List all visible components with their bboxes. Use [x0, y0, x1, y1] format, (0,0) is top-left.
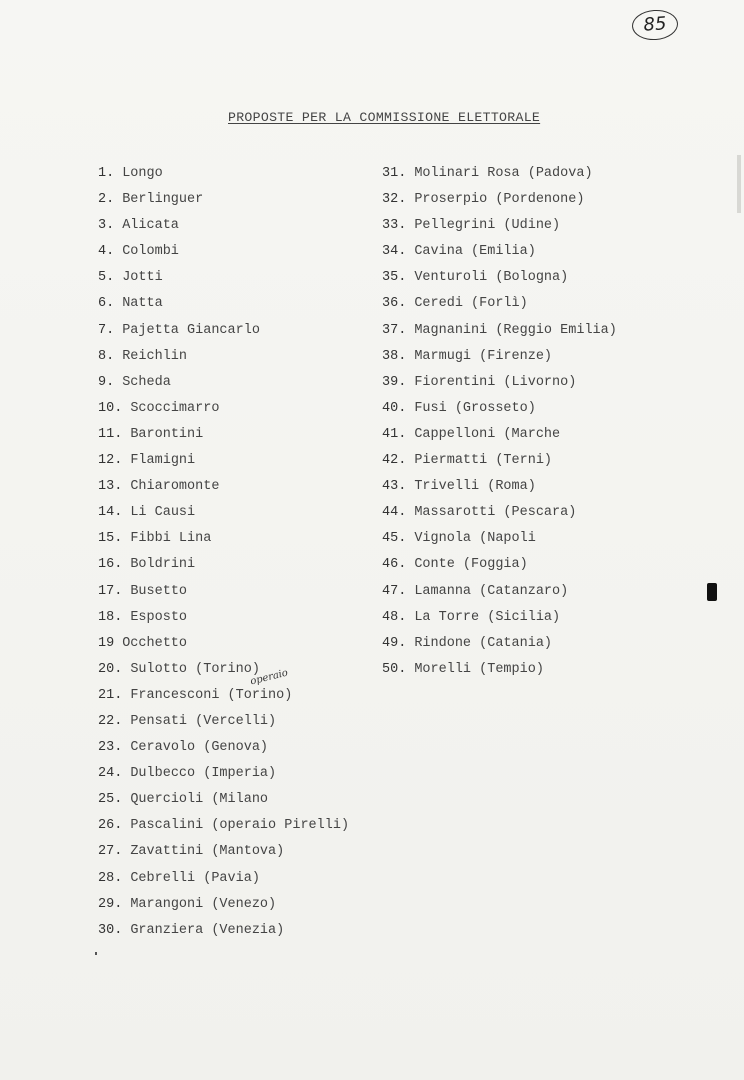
item-name: Ceravolo (Genova): [130, 740, 269, 756]
list-item: [382, 479, 617, 505]
list-item: [382, 662, 617, 688]
item-name: Alicata: [122, 218, 179, 234]
right-name-list: [382, 166, 617, 688]
item-number: 14.: [98, 505, 123, 521]
list-item: [382, 296, 617, 322]
item-name: Fiorentini (Livorno): [414, 374, 577, 390]
item-number: 30.: [98, 922, 123, 938]
item-number: 2.: [98, 192, 115, 208]
item-number: 3.: [98, 218, 115, 234]
item-number: 5.: [98, 270, 115, 286]
list-item: [382, 270, 617, 296]
item-name: Venturoli (Bologna): [414, 270, 569, 286]
left-name-list: [98, 166, 349, 949]
item-number: 4.: [98, 244, 115, 260]
list-item: [98, 218, 349, 244]
item-number: 1.: [98, 166, 115, 181]
item-number: 37.: [382, 322, 407, 338]
list-item: [98, 505, 349, 531]
item-name: Scoccimarro: [130, 400, 220, 416]
page-edge-shadow: [737, 155, 741, 213]
list-item: [98, 844, 349, 870]
item-number: 38.: [382, 348, 407, 364]
item-number: 32.: [382, 192, 407, 208]
list-item: [98, 166, 349, 192]
item-name: Scheda: [122, 374, 171, 390]
list-item: [98, 557, 349, 583]
item-number: 26.: [98, 818, 123, 834]
item-number: 8.: [98, 348, 115, 364]
item-name: Dulbecco (Imperia): [130, 766, 277, 782]
list-item: [98, 349, 349, 375]
item-name: Pascalini (operaio Pirelli): [130, 818, 350, 834]
list-item: [98, 323, 349, 349]
item-number: 31.: [382, 166, 407, 181]
item-name: Zavattini (Mantova): [130, 844, 285, 860]
list-item: [382, 636, 617, 662]
item-name: Francesconi (Torino): [130, 687, 293, 703]
item-name: Pajetta Giancarlo: [122, 322, 260, 338]
item-number: 41.: [382, 426, 407, 442]
item-number: 10.: [98, 400, 123, 416]
list-item: [98, 871, 349, 897]
item-name: Piermatti (Terni): [414, 453, 553, 469]
item-number: 15.: [98, 531, 123, 547]
item-name: Rindone (Catania): [414, 635, 553, 651]
item-name: Colombi: [122, 244, 179, 260]
item-name: Occhetto: [122, 635, 188, 651]
list-item: [98, 479, 349, 505]
item-name: Cavina (Emilia): [414, 244, 536, 260]
item-name: Ceredi (Forlì): [414, 296, 528, 312]
list-item: [98, 923, 349, 949]
list-item: [382, 192, 617, 218]
item-name: Magnanini (Reggio Emilia): [414, 322, 617, 338]
item-name: Longo: [122, 166, 163, 181]
item-number: 16.: [98, 557, 123, 573]
item-number: 18.: [98, 609, 123, 625]
item-name: Marmugi (Firenze): [414, 348, 553, 364]
item-name: La Torre (Sicilia): [414, 609, 561, 625]
item-name: Morelli (Tempio): [414, 661, 544, 677]
handwritten-note: operaio: [249, 667, 290, 688]
item-name: Li Causi: [130, 505, 196, 521]
page-number: 85: [631, 8, 679, 41]
item-name: Barontini: [130, 426, 204, 442]
list-item: [98, 688, 349, 714]
item-number: 42.: [382, 453, 407, 469]
item-name: Boldrini: [130, 557, 196, 573]
list-item: [382, 166, 617, 192]
item-name: Berlinguer: [122, 192, 204, 208]
list-item: [382, 453, 617, 479]
item-name: Fibbi Lina: [130, 531, 212, 547]
item-number: 34.: [382, 244, 407, 260]
item-number: 6.: [98, 296, 115, 312]
item-name: Cappelloni (Marche: [414, 426, 561, 442]
item-number: 50.: [382, 661, 407, 677]
item-number: 28.: [98, 870, 123, 886]
item-number: 19: [98, 635, 115, 651]
item-number: 7.: [98, 322, 115, 338]
item-name: Marangoni (Venezo): [130, 896, 277, 912]
item-number: 25.: [98, 792, 123, 808]
list-item: [98, 766, 349, 792]
item-number: 13.: [98, 479, 123, 495]
item-number: 44.: [382, 505, 407, 521]
list-item: [382, 323, 617, 349]
list-item: [98, 270, 349, 296]
item-number: 46.: [382, 557, 407, 573]
item-name: Massarotti (Pescara): [414, 505, 577, 521]
item-number: 36.: [382, 296, 407, 312]
item-number: 9.: [98, 374, 115, 390]
list-item: [382, 505, 617, 531]
item-name: Pensati (Vercelli): [130, 713, 277, 729]
item-number: 11.: [98, 426, 123, 442]
list-item: [98, 818, 349, 844]
list-item: [382, 427, 617, 453]
list-item: [98, 192, 349, 218]
item-name: Proserpio (Pordenone): [414, 192, 585, 208]
list-item: [98, 453, 349, 479]
item-number: 33.: [382, 218, 407, 234]
list-item: [98, 792, 349, 818]
list-item: [382, 244, 617, 270]
item-name: Lamanna (Catanzaro): [414, 583, 569, 599]
list-item: [98, 531, 349, 557]
item-number: 22.: [98, 713, 123, 729]
list-item: [98, 610, 349, 636]
list-item: [98, 714, 349, 740]
item-name: Granziera (Venezia): [130, 922, 285, 938]
item-name: Jotti: [122, 270, 163, 286]
list-item: [382, 584, 617, 610]
item-name: Busetto: [130, 583, 188, 599]
item-name: Molinari Rosa (Padova): [414, 166, 593, 181]
item-name: Flamigni: [130, 453, 196, 469]
item-number: 12.: [98, 453, 123, 469]
item-number: 29.: [98, 896, 123, 912]
ink-speck: [95, 952, 97, 955]
item-number: 17.: [98, 583, 123, 599]
item-name: Fusi (Grosseto): [414, 400, 536, 416]
list-item: [98, 662, 349, 688]
list-item: [98, 296, 349, 322]
item-number: 40.: [382, 400, 407, 416]
list-item: [382, 610, 617, 636]
item-number: 39.: [382, 374, 407, 390]
list-item: [382, 557, 617, 583]
item-number: 23.: [98, 740, 123, 756]
list-item: [382, 401, 617, 427]
item-number: 21.: [98, 687, 123, 703]
item-number: 45.: [382, 531, 407, 547]
item-name: Trivelli (Roma): [414, 479, 536, 495]
list-item: [98, 584, 349, 610]
item-name: Conte (Foggia): [414, 557, 528, 573]
list-item: [98, 375, 349, 401]
item-name: Cebrelli (Pavia): [130, 870, 260, 886]
edge-ink-mark: [707, 583, 717, 601]
list-item: [382, 531, 617, 557]
item-number: 47.: [382, 583, 407, 599]
item-number: 49.: [382, 635, 407, 651]
list-item: [98, 244, 349, 270]
item-number: 27.: [98, 844, 123, 860]
list-item: [382, 218, 617, 244]
item-number: 20.: [98, 661, 123, 677]
item-number: 48.: [382, 609, 407, 625]
item-name: Natta: [122, 296, 163, 312]
page-title: PROPOSTE PER LA COMMISSIONE ELETTORALE: [228, 110, 541, 125]
list-item: [98, 427, 349, 453]
item-number: 35.: [382, 270, 407, 286]
item-name: Quercioli (Milano: [130, 792, 269, 808]
list-item: [98, 740, 349, 766]
list-item: [382, 349, 617, 375]
item-name: Esposto: [130, 609, 188, 625]
item-name: Pellegrini (Udine): [414, 218, 561, 234]
list-item: [98, 636, 349, 662]
item-name: Sulotto (Torino): [130, 661, 260, 677]
list-item: [98, 897, 349, 923]
list-item: [382, 375, 617, 401]
item-name: Chiaromonte: [130, 479, 220, 495]
item-name: Vignola (Napoli: [414, 531, 536, 547]
item-name: Reichlin: [122, 348, 188, 364]
list-item: [98, 401, 349, 427]
item-number: 43.: [382, 479, 407, 495]
item-number: 24.: [98, 766, 123, 782]
